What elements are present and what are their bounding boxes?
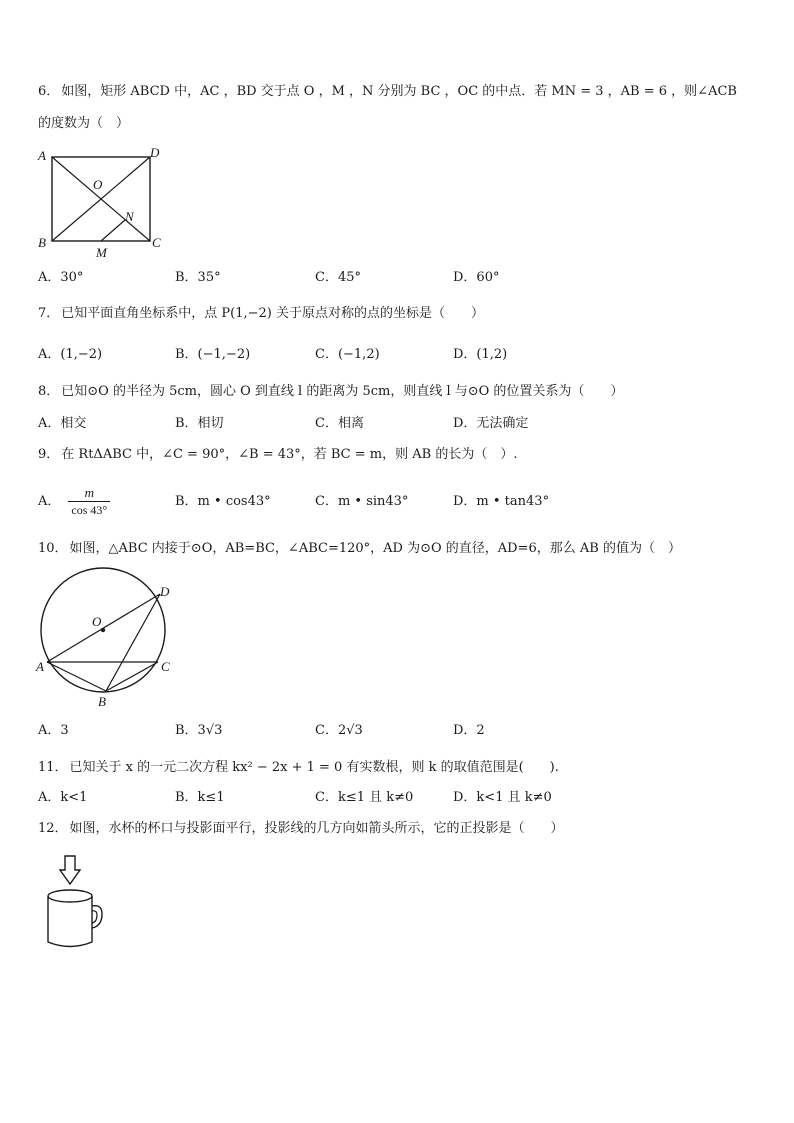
option-d[interactable]: D．2 (453, 723, 485, 738)
option-c[interactable]: C．相离 (315, 416, 364, 431)
option-a[interactable]: A．30° (38, 270, 84, 285)
cup-handle-inner (92, 911, 97, 923)
cup-body (48, 896, 92, 947)
question-9-options (38, 484, 758, 524)
down-arrow-icon (60, 856, 80, 884)
label-d: D (150, 145, 160, 160)
option-b[interactable]: B．k≤1 (175, 790, 225, 805)
option-c[interactable]: C．(−1,2) (315, 347, 380, 362)
question-6-stem-line1: 6． 如图，矩形 ABCD 中，AC ，BD 交于点 O ，M ，N 分别为 BC ，OC 的中点．若 MN = 3 ，AB = 6 ，则∠ACB (38, 84, 737, 99)
question-9-stem: 9． 在 RtΔABC 中，∠C = 90°，∠B = 43°，若 BC = m，则 AB 的长为（ ）. (38, 447, 518, 462)
label-d: D (160, 584, 170, 599)
question-6-stem-line2: 的度数为（ ） (38, 116, 130, 131)
center-point (101, 628, 105, 632)
option-c[interactable]: C．2√3 (315, 723, 363, 738)
label-o: O (92, 614, 102, 629)
cup-rim (48, 890, 92, 902)
option-d[interactable]: D．无法确定 (453, 416, 529, 431)
question-11-options (38, 788, 758, 810)
segment-mn (101, 220, 125, 241)
cup-figure (44, 854, 114, 954)
question-10-stem: 10． 如图，△ABC 内接于⊙O，AB=BC，∠ABC=120°，AD 为⊙O 的直径，AD=6，那么 AB 的值为（ ） (38, 541, 681, 556)
option-d[interactable]: D．m • tan43° (453, 494, 550, 509)
option-b[interactable]: B．m • cos43° (175, 494, 271, 509)
option-d[interactable]: D．(1,2) (453, 347, 508, 362)
option-b[interactable]: B．35° (175, 270, 221, 285)
question-7-stem: 7． 已知平面直角坐标系中，点 P(1,−2) 关于原点对称的点的坐标是（ ） (38, 306, 485, 321)
circle-figure (34, 578, 184, 710)
label-o: O (93, 177, 103, 192)
question-11-text: 已知关于 x 的一元二次方程 kx² − 2x + 1 = 0 有实数根，则 k 的取值范围是( ). (69, 760, 559, 775)
option-a[interactable]: A．3 (38, 723, 69, 738)
option-a[interactable]: A．相交 (38, 416, 87, 431)
option-a[interactable]: A．(1,−2) (38, 347, 103, 362)
label-c: C (161, 659, 170, 674)
option-c[interactable]: C．k≤1 且 k≠0 (315, 790, 414, 805)
label-a: A (36, 659, 44, 674)
option-b[interactable]: B．相切 (175, 416, 224, 431)
question-10-options (38, 721, 758, 743)
rectangle-figure (38, 145, 168, 260)
label-a: A (38, 148, 46, 163)
option-c[interactable]: C．45° (315, 270, 361, 285)
question-11-stem: 11． 已知关于 x 的一元二次方程 kx² − 2x + 1 = 0 有实数根，则 k 的取值范围是( ). (38, 760, 559, 775)
question-7-text: 已知平面直角坐标系中，点 P(1,−2) 关于原点对称的点的坐标是（ ） (61, 306, 485, 321)
label-m: M (96, 245, 107, 260)
label-n: N (125, 209, 134, 224)
question-8-text: 已知⊙O 的半径为 5cm，圆心 O 到直线 l 的距离为 5cm，则直线 l 与⊙O 的位置关系为（ ） (61, 384, 624, 399)
question-9-text: 在 RtΔABC 中，∠C = 90°，∠B = 43°，若 BC = m，则 AB 的长为（ ）. (61, 447, 518, 462)
option-c[interactable]: C．m • sin43° (315, 494, 409, 509)
option-d[interactable]: D．60° (453, 270, 500, 285)
option-a[interactable]: A．k<1 (38, 790, 88, 805)
option-d[interactable]: D．k<1 且 k≠0 (453, 790, 552, 805)
option-b[interactable]: B．3√3 (175, 723, 223, 738)
question-10-text: 如图，△ABC 内接于⊙O，AB=BC，∠ABC=120°，AD 为⊙O 的直径，AD=6，那么 AB 的值为（ ） (69, 541, 681, 556)
question-6-options (38, 268, 758, 290)
option-b[interactable]: B．(−1,−2) (175, 347, 251, 362)
question-12-stem: 12． 如图，水杯的杯口与投影面平行，投影线的几方向如箭头所示，它的正投影是（ ） (38, 821, 564, 836)
question-8-options (38, 414, 758, 436)
question-7-options (38, 345, 758, 367)
option-a[interactable]: A． $\frac{m}{\cos 43^\circ}$ (38, 484, 110, 520)
question-6-text: 如图，矩形 ABCD 中，AC ，BD 交于点 O ，M ，N 分别为 BC ，OC 的中点．若 MN = 3 ，AB = 6 ，则∠ACB (61, 84, 737, 99)
question-8-stem: 8． 已知⊙O 的半径为 5cm，圆心 O 到直线 l 的距离为 5cm，则直线 l 与⊙O 的位置关系为（ ） (38, 384, 624, 399)
fraction: $\frac{m}{\cos 43^\circ}$ (68, 485, 110, 518)
question-12-text: 如图，水杯的杯口与投影面平行，投影线的几方向如箭头所示，它的正投影是（ ） (69, 821, 564, 836)
label-c: C (152, 235, 161, 250)
label-b: B (38, 235, 46, 250)
label-b: B (98, 694, 106, 709)
